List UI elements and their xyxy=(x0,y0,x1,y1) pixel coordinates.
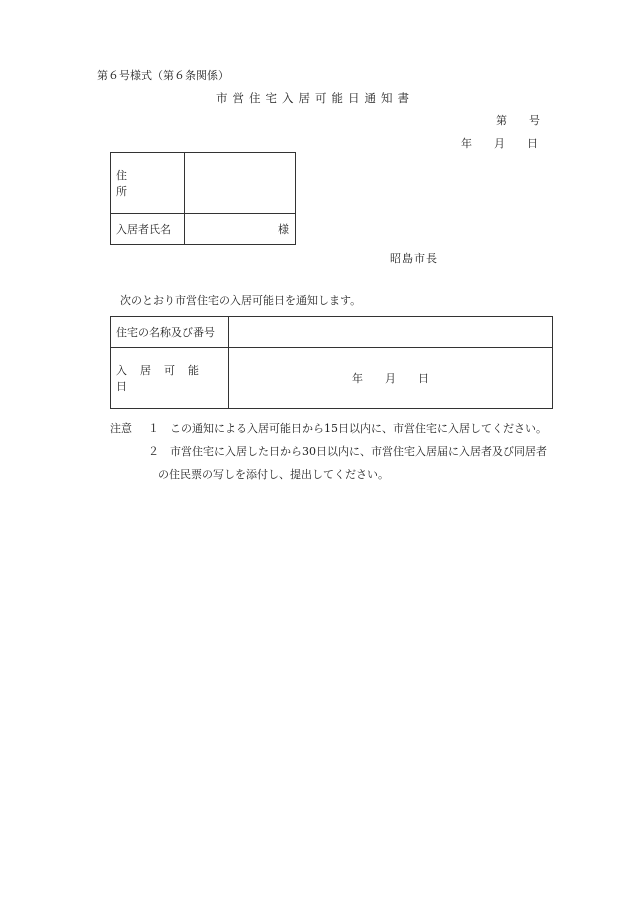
doc-number-suffix: 号 xyxy=(529,114,540,127)
issue-date-line xyxy=(461,135,538,151)
note-text: この通知による入居可能日から15日以内に、市営住宅に入居してください。 xyxy=(170,422,547,435)
move-in-label: 入居可能日 xyxy=(116,364,212,394)
issue-date-year: 年 xyxy=(461,137,472,150)
intro-text: 次のとおり市営住宅の入居可能日を通知します。 xyxy=(120,294,362,307)
address-label: 住所 xyxy=(116,168,155,198)
recipient-table xyxy=(110,152,296,245)
notes-label: 注意 xyxy=(110,422,132,435)
address-value-cell[interactable] xyxy=(185,153,296,214)
note-number: ２ xyxy=(148,445,159,458)
housing-info-table xyxy=(110,316,553,409)
housing-label-cell xyxy=(111,317,229,348)
housing-label: 住宅の名称及び番号 xyxy=(116,326,215,340)
housing-row xyxy=(111,317,553,348)
address-label-cell xyxy=(111,153,185,214)
note-text-continuation: の住民票の写しを添付し、提出してください。 xyxy=(158,468,389,481)
move-in-year: 年 xyxy=(352,372,363,386)
form-number: 第６号様式（第６条関係） xyxy=(97,69,229,82)
note-number: １ xyxy=(148,422,159,435)
housing-value-cell[interactable] xyxy=(229,317,553,348)
move-in-date-cell[interactable] xyxy=(229,348,553,409)
issue-date-day: 日 xyxy=(527,137,538,150)
name-value-cell[interactable] xyxy=(185,213,296,244)
issue-date-month: 月 xyxy=(494,137,505,150)
name-label: 入居者氏名 xyxy=(116,222,171,236)
name-label-cell xyxy=(111,213,185,244)
recipient-name-row xyxy=(111,213,296,244)
move-in-month: 月 xyxy=(385,372,396,386)
document-title: 市営住宅入居可能日通知書 xyxy=(216,91,414,105)
sender-mayor: 昭島市長 xyxy=(390,252,438,265)
move-in-label-cell xyxy=(111,348,229,409)
move-in-day: 日 xyxy=(418,372,429,386)
recipient-address-row xyxy=(111,153,296,214)
doc-number-prefix: 第 xyxy=(496,114,507,127)
note-text: 市営住宅に入居した日から30日以内に、市営住宅入居届に入居者及び同居者 xyxy=(170,445,547,458)
document-number-line xyxy=(496,112,540,128)
move-in-row xyxy=(111,348,553,409)
honorific: 様 xyxy=(278,222,289,236)
